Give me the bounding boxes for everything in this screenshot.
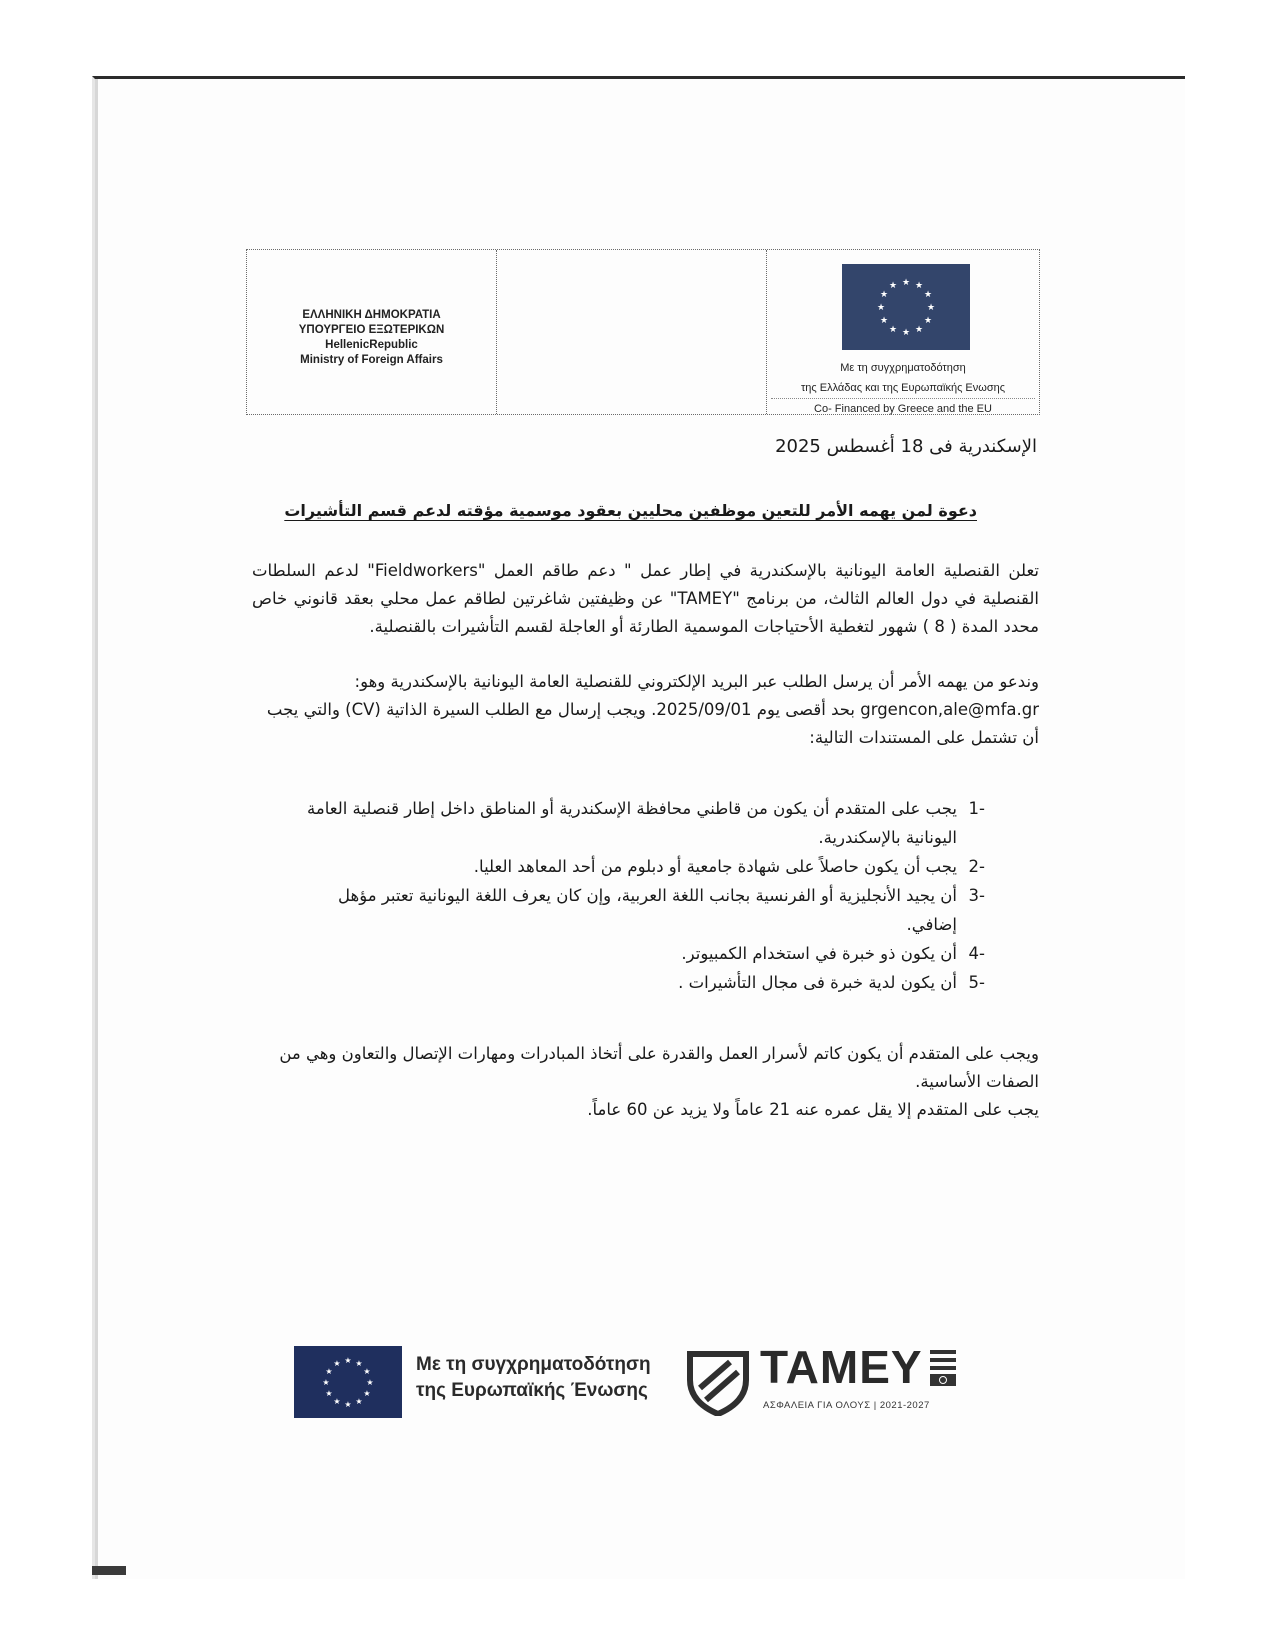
ministry-line: HellenicRepublic — [325, 339, 418, 351]
ministry-cell — [247, 250, 497, 414]
paragraph-qualities — [252, 1040, 1039, 1124]
list-number: -1 — [968, 799, 985, 818]
svg-text:★: ★ — [363, 1389, 371, 1398]
svg-text:★: ★ — [888, 281, 898, 291]
list-item — [285, 881, 985, 939]
list-number: -4 — [968, 944, 985, 963]
empty-cell — [497, 250, 767, 414]
svg-text:★: ★ — [355, 1359, 363, 1368]
greek-flag-icon — [930, 1350, 956, 1386]
svg-text:★: ★ — [325, 1389, 333, 1398]
ministry-line: ΕΛΛΗΝΙΚΗ ΔΗΜΟΚΡΑΤΙΑ — [302, 309, 441, 321]
list-number: -5 — [968, 973, 985, 992]
tamey-logo-icon — [686, 1346, 750, 1416]
svg-text:★: ★ — [876, 303, 886, 313]
eu-caption — [767, 358, 1039, 419]
svg-text:★: ★ — [322, 1378, 330, 1387]
svg-text:★: ★ — [325, 1367, 333, 1376]
list-text: يجب على المتقدم أن يكون من قاطني محافظة الإسكندرية أو المناطق داخل إطار قنصلية العامة اليونانية بالإسكندرية. — [307, 799, 957, 847]
ministry-line: Ministry of Foreign Affairs — [300, 354, 443, 366]
list-number: -2 — [968, 857, 985, 876]
tamey-wordmark: TAMEY — [760, 1341, 923, 1393]
eu-caption-line: της Ελλάδας και της Ευρωπαϊκής Ενωσης — [800, 382, 1006, 394]
footer-eu-line: Με τη συγχρηματοδότηση — [416, 1354, 651, 1375]
ministry-line: ΥΠΟΥΡΓΕΙΟ ΕΞΩΤΕΡΙΚΩΝ — [298, 324, 445, 336]
svg-text:★: ★ — [914, 325, 924, 335]
svg-text:★: ★ — [914, 281, 924, 291]
svg-text:★: ★ — [333, 1397, 341, 1406]
eu-caption-line: Με τη συγχρηματοδότηση — [840, 362, 966, 374]
svg-text:★: ★ — [333, 1359, 341, 1368]
svg-text:★: ★ — [366, 1378, 374, 1387]
paragraph-age: يجب على المتقدم إلا يقل عمره عنه 21 عاماً ولا يزيد عن 60 عاماً. — [587, 1100, 1039, 1119]
list-item — [285, 939, 985, 968]
svg-text:★: ★ — [344, 1356, 352, 1365]
eu-caption-line: Co- Financed by Greece and the EU — [771, 398, 1035, 419]
eu-flag-icon — [294, 1346, 402, 1418]
list-text: يجب أن يكون حاصلاً على شهادة جامعية أو دبلوم من أحد المعاهد العليا. — [473, 857, 957, 876]
eu-flag-icon — [842, 264, 970, 350]
svg-text:★: ★ — [888, 325, 898, 335]
scan-corner-mark — [92, 1566, 126, 1575]
paragraph-qualities-text: ويجب على المتقدم أن يكون كاتم لأسرار العمل والقدرة على أتخاذ المبادرات ومهارات الإتصال والتعاون وهي من الصفات الأساسية. — [279, 1044, 1039, 1091]
letter-date: الإسكندرية فى 18 أغسطس 2025 — [775, 436, 1037, 457]
svg-text:★: ★ — [926, 303, 936, 313]
requirements-list — [285, 794, 985, 997]
svg-text:★: ★ — [355, 1397, 363, 1406]
svg-text:★: ★ — [879, 290, 889, 300]
svg-text:★: ★ — [363, 1367, 371, 1376]
svg-text:★: ★ — [901, 278, 911, 288]
svg-text:★: ★ — [879, 316, 889, 326]
svg-text:★: ★ — [923, 290, 933, 300]
list-item — [285, 852, 985, 881]
paragraph-application: وندعو من يهمه الأمر أن يرسل الطلب عبر البريد الإلكتروني للقنصلية العامة اليونانية بالإسكندرية وهو: grgencon,ale@mfa.gr بحد أقصى يوم 2025/09/01. ويجب إرسال مع الطلب السيرة الذاتية (CV) والتي يجب أن تشتمل على المستندات التالية: — [266, 672, 1039, 747]
eu-cofinance-cell — [767, 250, 1039, 414]
ministry-name — [299, 308, 445, 368]
letterhead-table — [246, 249, 1040, 415]
list-item — [285, 968, 985, 997]
list-text: أن يجيد الأنجليزية أو الفرنسية بجانب اللغة العربية، وإن كان يعرف اللغة اليونانية تعتبر مؤهل إضافي. — [338, 886, 957, 934]
page-edge-shadow — [95, 79, 98, 1579]
letter-title: دعوة لمن يهمه الأمر للتعين موظفين محليين بعقود موسمية مؤقته لدعم قسم التأشيرات — [284, 501, 977, 520]
svg-text:★: ★ — [923, 316, 933, 326]
list-item — [285, 794, 985, 852]
tamey-tagline: ΑΣΦΑΛΕΙΑ ΓΙΑ ΟΛΟΥΣ | 2021-2027 — [763, 1400, 930, 1411]
list-text: أن يكون لدية خبرة فى مجال التأشيرات . — [678, 973, 957, 992]
svg-text:★: ★ — [344, 1400, 352, 1409]
list-text: أن يكون ذو خبرة في استخدام الكمبيوتر. — [681, 944, 957, 963]
svg-text:★: ★ — [901, 328, 911, 338]
footer-eu-text — [416, 1352, 651, 1404]
paragraph-announcement: تعلن القنصلية العامة اليونانية بالإسكندرية في إطار عمل " دعم طاقم العمل "Fieldworkers" لدعم السلطات القنصلية في دول العالم الثالث، من برنامج "TAMEY" عن وظيفتين شاغرتين لطاقم عمل محلي بعقد قانوني خاص محدد المدة ( 8 ) شهور لتغطية الأحتياجات الموسمية الطارئة أو العاجلة لقسم التأشيرات بالقنصلية. — [252, 561, 1039, 636]
list-number: -3 — [968, 886, 985, 905]
footer-eu-line: της Ευρωπαϊκής Ένωσης — [416, 1380, 648, 1401]
